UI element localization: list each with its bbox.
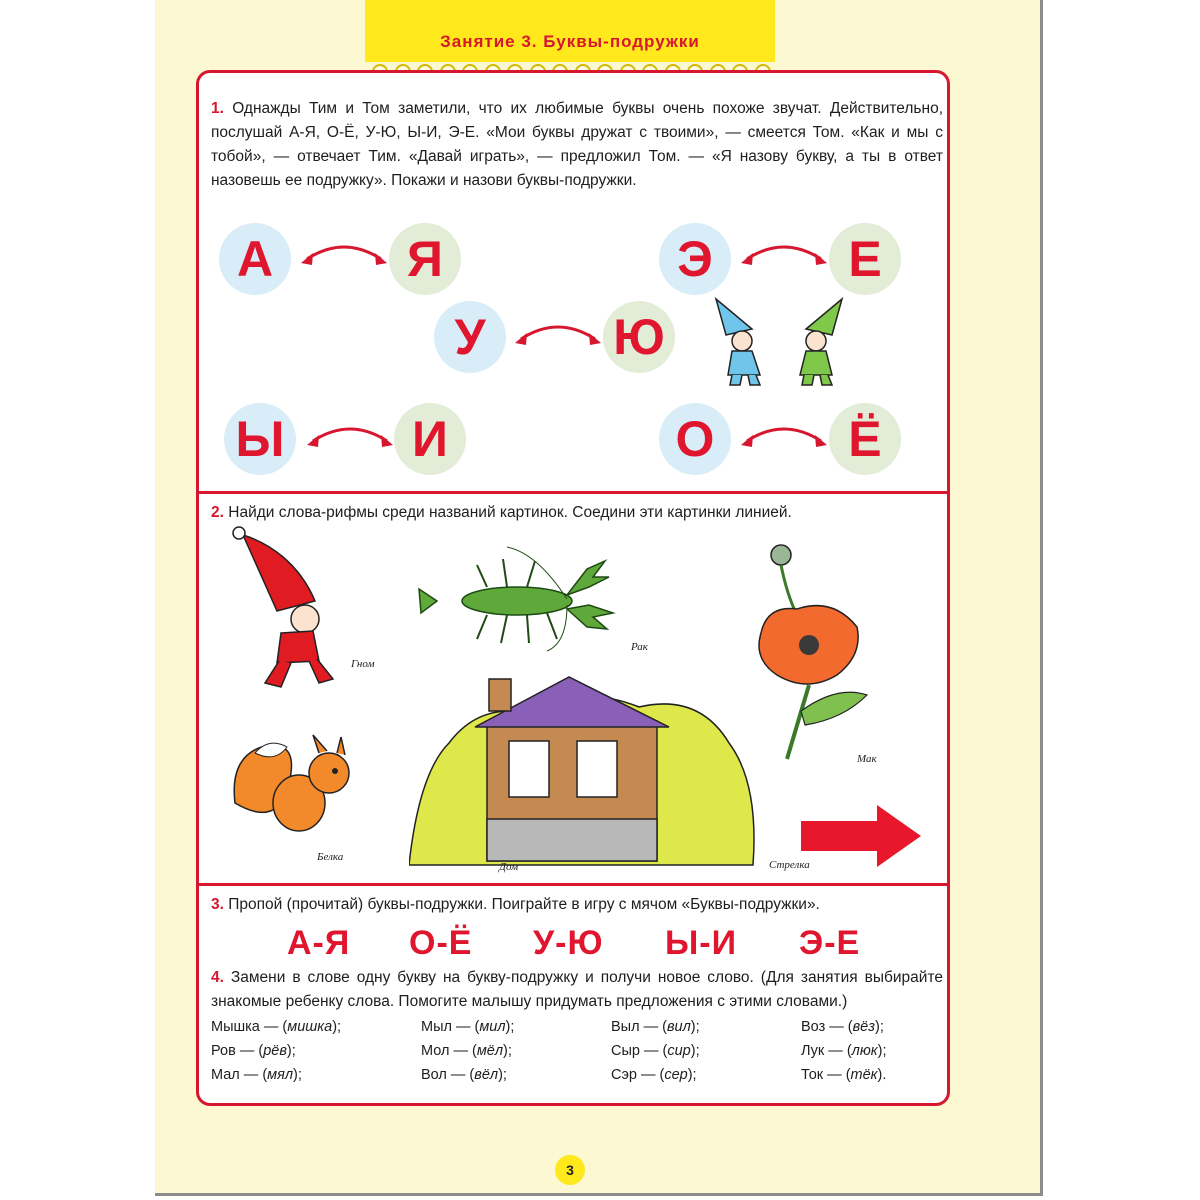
source-word: Лук — ( <box>801 1043 852 1059</box>
new-word: мишка <box>287 1019 333 1035</box>
task1-instruction: Однажды Тим и Том заметили, что их любимые буквы очень похоже звучат. Действительно, послушай А-Я, О-Ё, У-Ю, Ы-И, Э-Е. «Мои буквы дружат с твоими», — смеется Том. «Как и мы с тобой», — отвечает Тим. «Давай играть», — предложил Том. — «Я назову букву, а ты в ответ назовешь ее подружку». Покажи и назови буквы-подружки. <box>211 100 943 189</box>
word-end: ); <box>690 1043 700 1059</box>
source-word: Мол — ( <box>421 1043 477 1059</box>
new-word: рёв <box>263 1043 287 1059</box>
task3-text <box>211 893 943 917</box>
letter-a: А <box>236 231 274 287</box>
double-arrow-icon <box>739 413 829 453</box>
task4-instruction: Замени в слове одну букву на букву-подружку и получи новое слово. (Для занятия выбирайте знакомые ребенку слова. Помогите малышу придумать предложения с этими словами.) <box>211 969 943 1010</box>
letter-pair: О-Ё <box>409 924 473 962</box>
house-picture <box>409 673 759 868</box>
caption-poppy: Мак <box>857 753 877 765</box>
task2-number: 2. <box>211 504 224 521</box>
word-end: ). <box>877 1067 887 1083</box>
letter-yu: Ю <box>613 309 665 365</box>
new-word: вёз <box>852 1019 875 1035</box>
letter-ye: Е <box>848 231 882 287</box>
double-arrow-icon <box>299 231 389 271</box>
two-gnomes-illustration <box>704 295 854 387</box>
word-pair <box>611 1019 700 1035</box>
new-word: мёл <box>476 1043 504 1059</box>
word-pair <box>421 1043 512 1059</box>
letter-i: И <box>412 411 448 467</box>
word-pair <box>611 1043 700 1059</box>
word-end: ); <box>690 1019 700 1035</box>
new-word: мил <box>479 1019 506 1035</box>
new-word: тёк <box>850 1067 878 1083</box>
letter-pair: А-Я <box>287 924 351 962</box>
word-pair <box>611 1067 697 1083</box>
double-arrow-icon <box>513 311 603 351</box>
section-divider <box>199 883 947 886</box>
lesson-title: Занятие 3. Буквы-подружки <box>440 32 700 51</box>
letter-u: У <box>454 309 486 365</box>
source-word: Вол — ( <box>421 1067 475 1083</box>
caption-squirrel: Белка <box>317 851 344 863</box>
caption-gnome: Гном <box>351 658 375 670</box>
crayfish-picture <box>417 543 617 653</box>
task1-text <box>211 97 943 193</box>
source-word: Сэр — ( <box>611 1067 665 1083</box>
task4-number: 4. <box>211 969 224 986</box>
letter-yo: Ё <box>848 411 882 467</box>
word-pair <box>801 1019 884 1035</box>
word-pair <box>421 1067 507 1083</box>
word-pair <box>421 1019 514 1035</box>
source-word: Выл — ( <box>611 1019 667 1035</box>
source-word: Мышка — ( <box>211 1019 288 1035</box>
letter-y: Ы <box>235 411 285 467</box>
word-end: ); <box>498 1067 507 1083</box>
letter-pair: У-Ю <box>533 924 604 962</box>
letter-e: Э <box>677 231 713 287</box>
letter-pair: Ы-И <box>665 924 738 962</box>
source-word: Ров — ( <box>211 1043 264 1059</box>
word-end: ); <box>286 1043 296 1059</box>
word-end: ); <box>687 1067 697 1083</box>
task1-number: 1. <box>211 100 224 117</box>
letter-o: О <box>675 411 715 467</box>
word-end: ); <box>877 1043 887 1059</box>
word-end: ); <box>503 1043 512 1059</box>
caption-arrow: Стрелка <box>769 859 810 871</box>
red-arrow-picture <box>799 803 923 869</box>
word-pair <box>211 1043 296 1059</box>
letter-ya: Я <box>407 231 443 287</box>
source-word: Воз — ( <box>801 1019 853 1035</box>
task4-text <box>211 966 943 1014</box>
word-pair <box>801 1067 886 1083</box>
new-word: сер <box>664 1067 688 1083</box>
source-word: Мал — ( <box>211 1067 268 1083</box>
task3-instruction: Пропой (прочитай) буквы-подружки. Поиграйте в игру с мячом «Буквы-подружки». <box>228 896 820 913</box>
caption-crayfish: Рак <box>631 641 648 653</box>
task2-instruction: Найди слова-рифмы среди названий картинок. Соедини эти картинки линией. <box>228 504 792 521</box>
word-end: ); <box>874 1019 884 1035</box>
word-end: ); <box>505 1019 515 1035</box>
word-pair <box>801 1043 886 1059</box>
double-arrow-icon <box>739 231 829 271</box>
letter-pair: Э-Е <box>799 924 861 962</box>
new-word: сир <box>667 1043 691 1059</box>
lesson-header-tab <box>365 0 775 62</box>
squirrel-picture <box>229 733 359 843</box>
page-number: 3 <box>555 1155 585 1185</box>
gnome-picture <box>229 523 339 693</box>
word-end: ); <box>332 1019 342 1035</box>
task2-text <box>211 501 943 525</box>
source-word: Ток — ( <box>801 1067 851 1083</box>
new-word: вил <box>666 1019 691 1035</box>
source-word: Мыл — ( <box>421 1019 480 1035</box>
word-pair <box>211 1019 341 1035</box>
new-word: мял <box>267 1067 294 1083</box>
word-pair <box>211 1067 302 1083</box>
new-word: люк <box>851 1043 878 1059</box>
section-divider <box>199 491 947 494</box>
source-word: Сыр — ( <box>611 1043 668 1059</box>
double-arrow-icon <box>305 413 395 453</box>
word-end: ); <box>293 1067 302 1083</box>
exercise-panel <box>196 70 950 1106</box>
caption-house: Дом <box>499 861 519 873</box>
new-word: вёл <box>474 1067 499 1083</box>
task3-number: 3. <box>211 896 224 913</box>
poppy-picture <box>747 535 877 765</box>
